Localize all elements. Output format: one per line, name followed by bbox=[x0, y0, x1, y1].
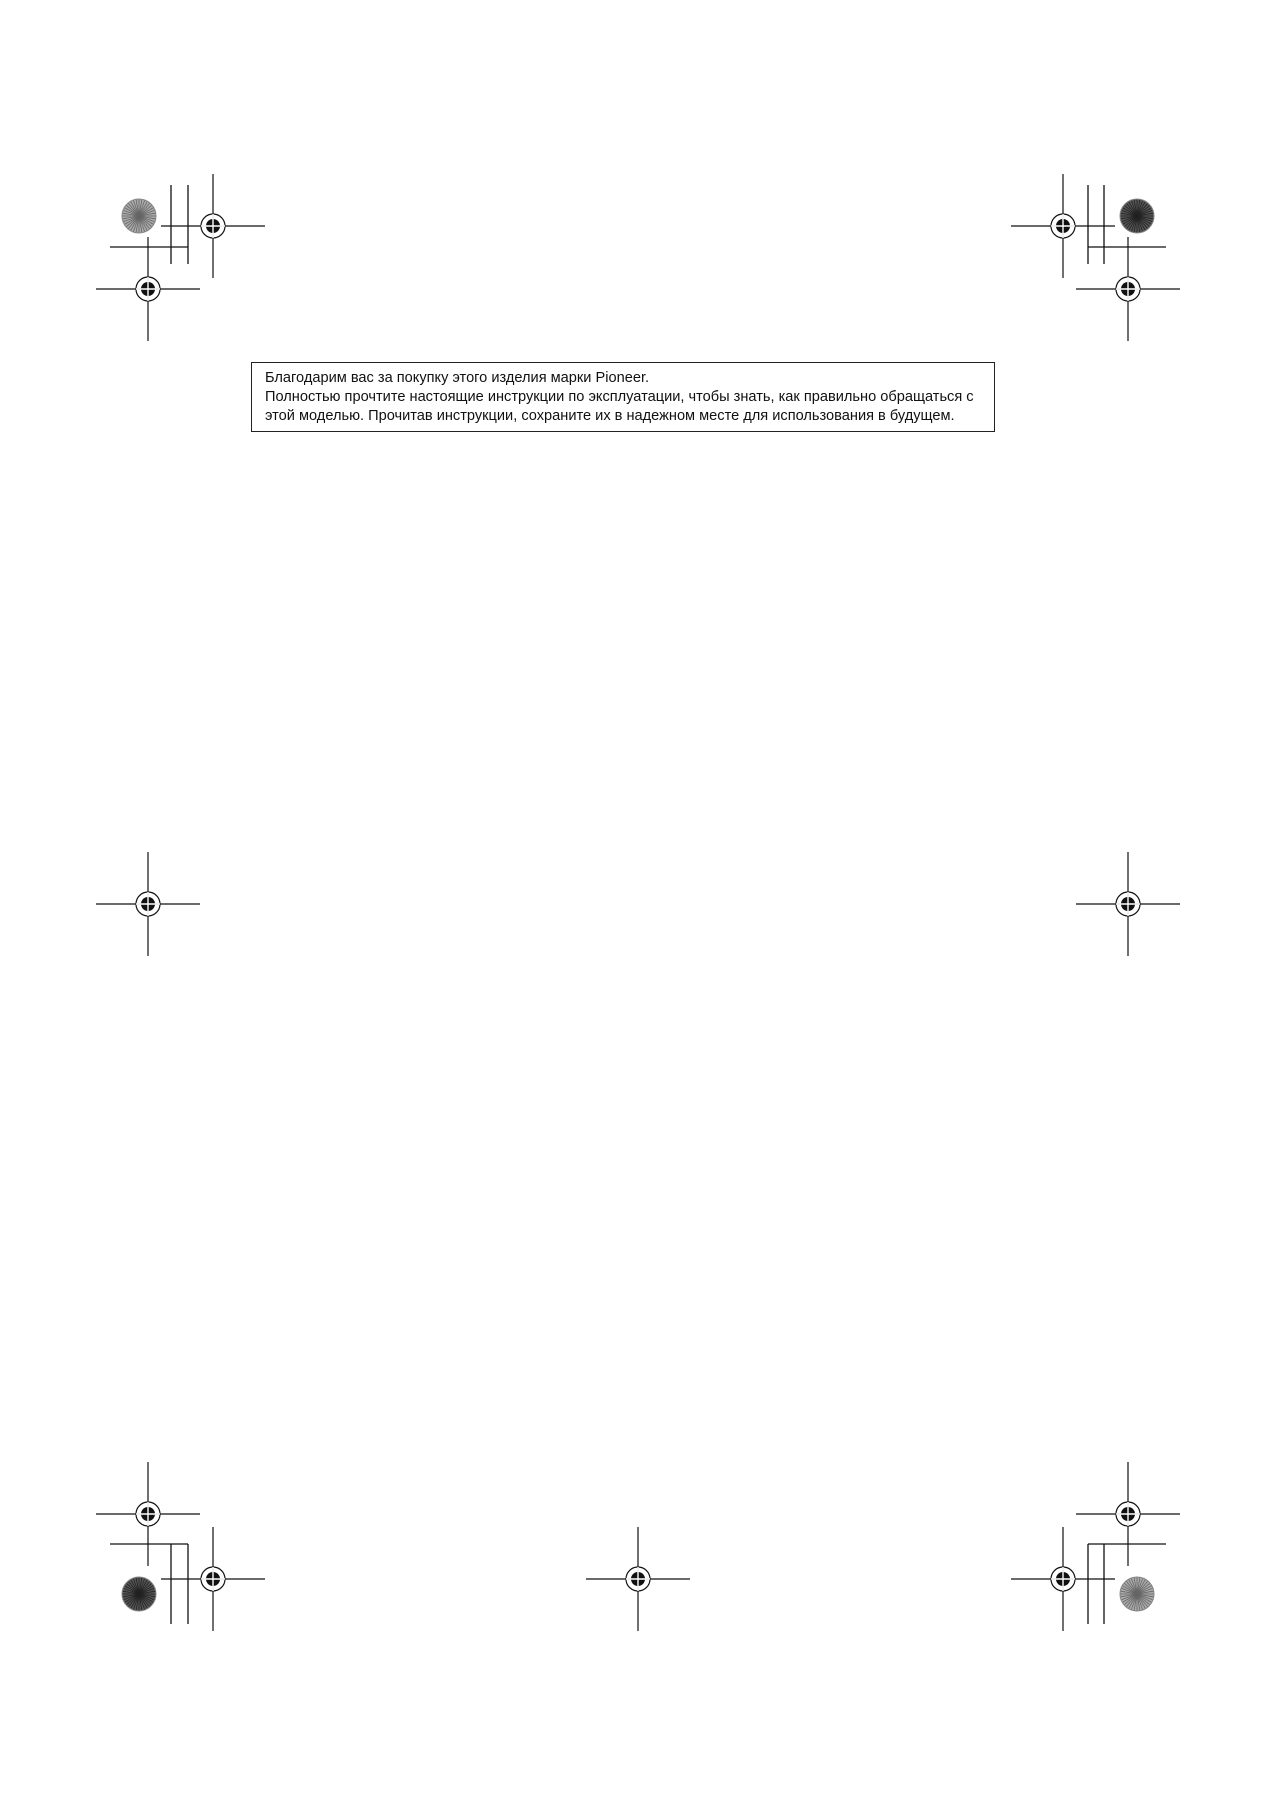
notice-line-1: Благодарим вас за покупку этого изделия марки Pioneer. bbox=[265, 370, 650, 386]
crosshair-registration-icon bbox=[96, 1462, 200, 1566]
notice-line-3: этой моделью. Прочитав инструкции, сохраните их в надежном месте для использования в будущем. bbox=[265, 408, 955, 424]
crosshair-registration-icon bbox=[161, 1527, 265, 1631]
starburst-target-icon bbox=[1120, 199, 1154, 233]
crosshair-registration-icon bbox=[586, 1527, 690, 1631]
crosshair-registration-icon bbox=[1011, 174, 1115, 278]
crosshair-registration-icon bbox=[1076, 1462, 1180, 1566]
crosshair-registration-icon bbox=[96, 852, 200, 956]
crosshair-registration-icon bbox=[1076, 852, 1180, 956]
crosshair-registration-icon bbox=[1076, 237, 1180, 341]
notice-line-2: Полностью прочтите настоящие инструкции по эксплуатации, чтобы знать, как правильно обращаться с bbox=[265, 389, 974, 405]
starburst-target-icon bbox=[122, 1577, 156, 1611]
crosshair-registration-icon bbox=[96, 237, 200, 341]
notice-box bbox=[251, 362, 995, 432]
crosshair-registration-icon bbox=[161, 174, 265, 278]
starburst-target-icon bbox=[122, 199, 156, 233]
starburst-target-icon bbox=[1120, 1577, 1154, 1611]
crosshair-registration-icon bbox=[1011, 1527, 1115, 1631]
